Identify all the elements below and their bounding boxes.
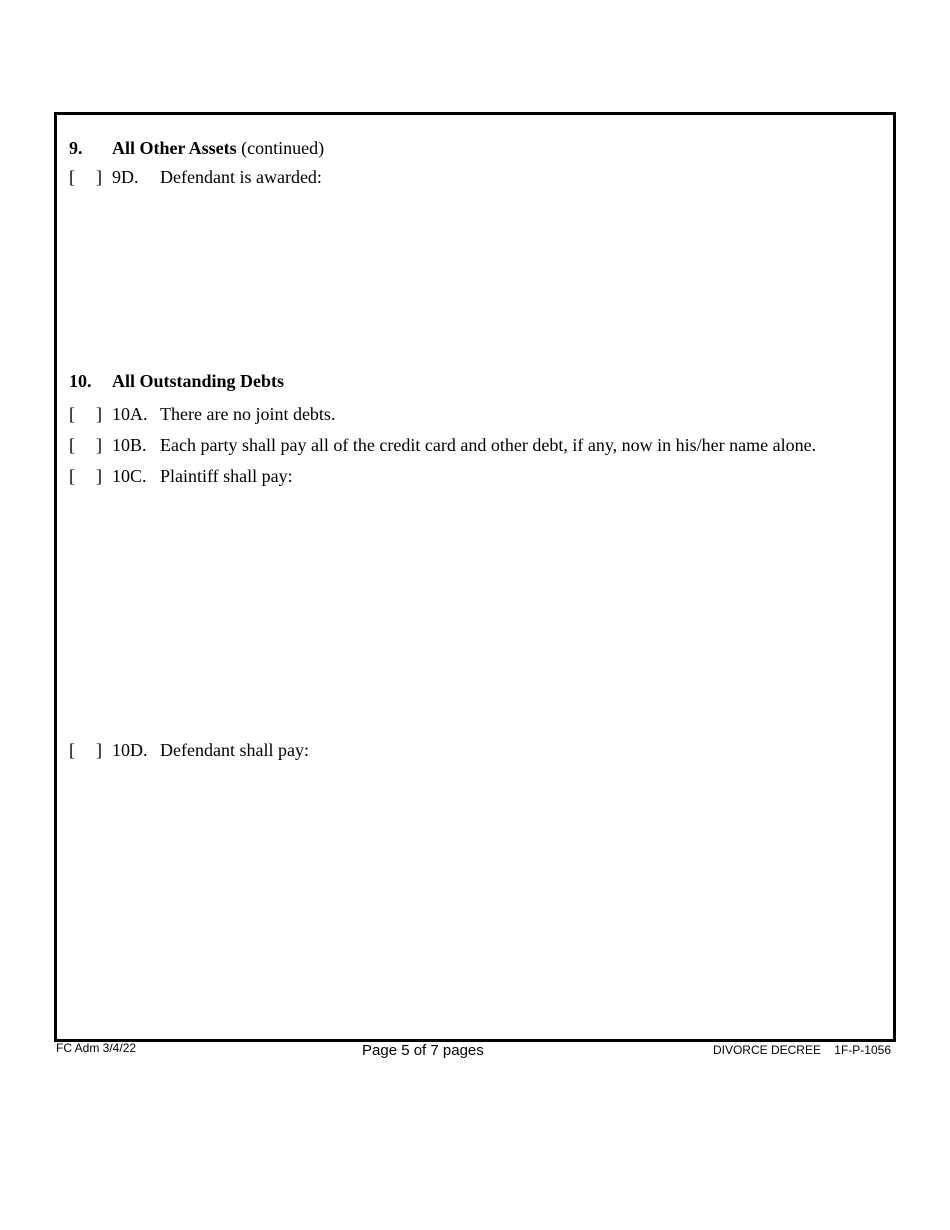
checkbox-9d-close[interactable]: ] — [96, 167, 102, 187]
section-10-number: 10. — [69, 371, 92, 391]
item-9d-code: 9D. — [112, 167, 139, 187]
footer-doc-title: DIVORCE DECREE 1F-P-1056 — [712, 1043, 891, 1057]
checkbox-10d-close[interactable]: ] — [96, 740, 102, 760]
checkbox-10b-open[interactable]: [ — [69, 435, 75, 455]
item-10a-text: There are no joint debts. — [160, 404, 336, 424]
footer-page-number: Page 5 of 7 pages — [362, 1042, 484, 1059]
item-10c-code: 10C. — [112, 466, 147, 486]
section-9-title: All Other Assets — [112, 138, 237, 158]
item-10b-text: Each party shall pay all of the credit card and other debt, if any, now in his/her name alone. — [160, 435, 817, 455]
checkbox-10a-open[interactable]: [ — [69, 404, 75, 424]
checkbox-10c-close[interactable]: ] — [96, 466, 102, 486]
item-9d-text: Defendant is awarded: — [160, 167, 322, 187]
item-10c-text: Plaintiff shall pay: — [160, 466, 293, 486]
checkbox-10a-close[interactable]: ] — [96, 404, 102, 424]
section-10-title: All Outstanding Debts — [112, 371, 285, 391]
checkbox-10d-open[interactable]: [ — [69, 740, 75, 760]
form-border — [54, 112, 896, 1042]
checkbox-9d-open[interactable]: [ — [69, 167, 75, 187]
checkbox-10c-open[interactable]: [ — [69, 466, 75, 486]
item-10a-code: 10A. — [112, 404, 148, 424]
checkbox-10b-close[interactable]: ] — [96, 435, 102, 455]
item-10d-code: 10D. — [112, 740, 148, 760]
item-10b-code: 10B. — [112, 435, 147, 455]
section-9-number: 9. — [69, 138, 83, 158]
section-9-suffix: (continued) — [241, 138, 325, 158]
footer-form-id: FC Adm 3/4/22 — [56, 1041, 137, 1055]
item-10d-text: Defendant shall pay: — [160, 740, 309, 760]
